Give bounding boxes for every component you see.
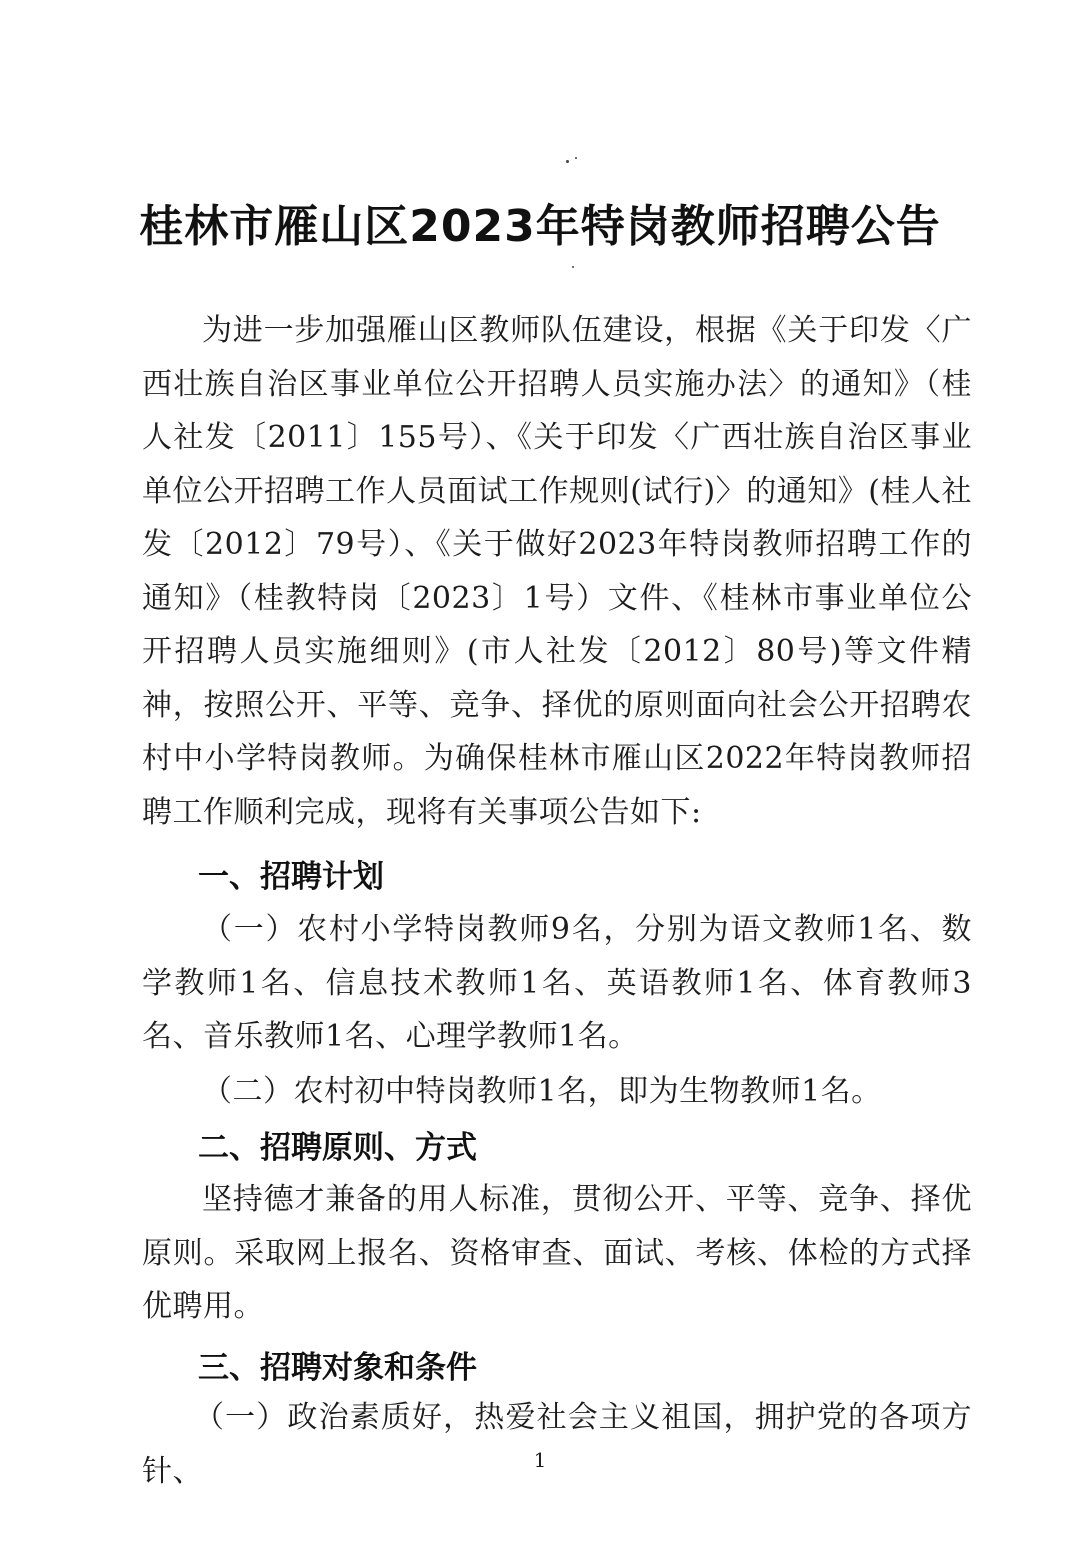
section-heading-principles: 二、招聘原则、方式 xyxy=(198,1130,477,1166)
section-heading-eligibility: 三、招聘对象和条件 xyxy=(198,1350,477,1386)
document-title: 桂林市雁山区2023年特岗教师招聘公告 xyxy=(139,201,941,252)
principles-paragraph: 坚持德才兼备的用人标准，贯彻公开、平等、竞争、择优原则。采取网上报名、资格审查、面试、考核、体检的方式择优聘用。 xyxy=(142,1182,972,1324)
scan-speck xyxy=(575,157,577,159)
eligibility-item-1: （一）政治素质好，热爱社会主义祖国，拥护党的各项方针、 xyxy=(142,1400,972,1489)
plan-item-primary: （一）农村小学特岗教师9名，分别为语文教师1名、数学教师1名、信息技术教师1名、英语教师1名、体育教师3名、音乐教师1名、心理学教师1名。 xyxy=(142,912,972,1054)
plan-item-junior: （二）农村初中特岗教师1名，即为生物教师1名。 xyxy=(202,1074,882,1109)
page-number: 1 xyxy=(533,1448,547,1472)
section-heading-recruitment-plan: 一、招聘计划 xyxy=(198,859,384,895)
scan-speck xyxy=(566,160,569,163)
intro-paragraph: 为进一步加强雁山区教师队伍建设，根据《关于印发〈广西壮族自治区事业单位公开招聘人员实施办法〉的通知》（桂人社发〔2011〕155号）、《关于印发〈广西壮族自治区事业单位公开招聘工作人员面试工作规则(试行)〉的通知》(桂人社发〔2012〕79号）、《关于做好2023年特岗教师招聘工作的通知》（桂教特岗〔2023〕1号）文件、《桂林市事业单位公开招聘人员实施细则》(市人社发〔2012〕80号)等文件精神，按照公开、平等、竞争、择优的原则面向社会公开招聘农村中小学特岗教师。为确保桂林市雁山区2022年特岗教师招聘工作顺利完成，现将有关事项公告如下: xyxy=(142,313,972,830)
scan-speck xyxy=(572,266,574,268)
